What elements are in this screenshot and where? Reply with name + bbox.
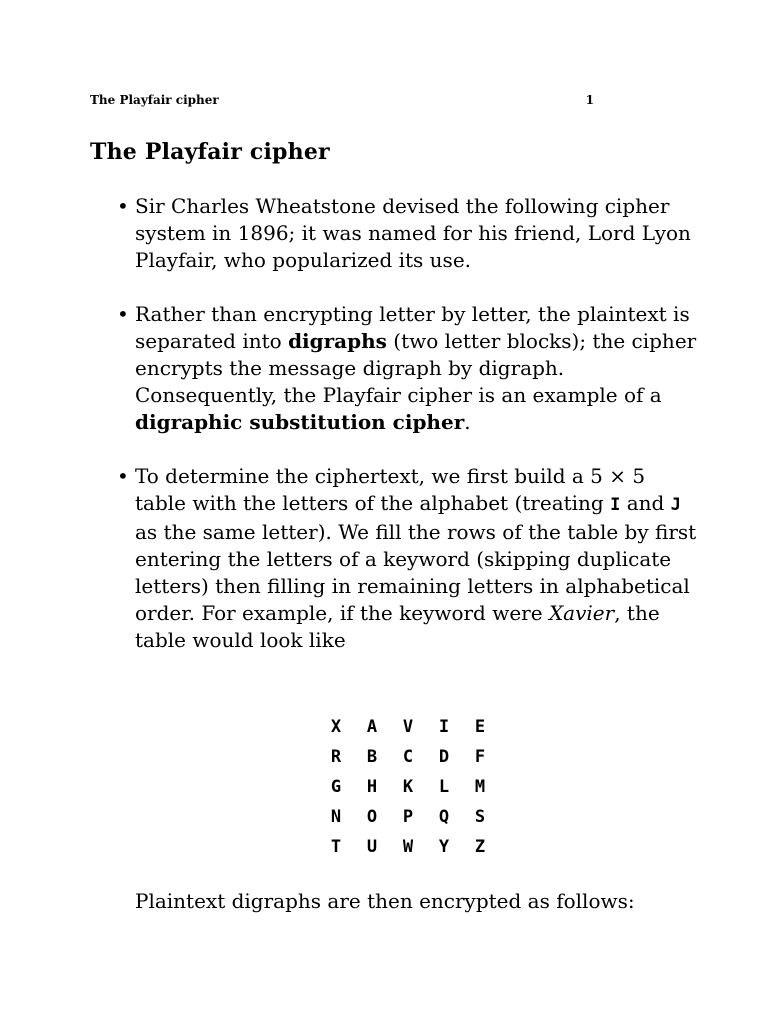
table-cell: Y [438, 837, 450, 857]
bullet-icon: • [117, 302, 129, 326]
table-cell: U [366, 837, 378, 857]
table-row [318, 832, 498, 862]
text-run: (two letter blocks); the cipher encrypts the message digraph by digraph. Consequently, the Playfair cipher is an example of a [135, 329, 697, 407]
bullet-item-digraphs [117, 301, 697, 436]
table-cell: N [330, 807, 342, 827]
page-number: 1 [585, 93, 594, 107]
table-row [318, 742, 498, 772]
bullet-item-wheatstone [117, 193, 697, 274]
table-cell: W [402, 837, 414, 857]
table-cell: K [402, 777, 414, 797]
bullet-text: Sir Charles Wheatstone devised the following cipher system in 1896; it was named for his friend, Lord Lyon Playfair, who popularized its use. [135, 194, 691, 272]
running-header [90, 93, 594, 107]
text-run: , the table would look like [135, 601, 660, 652]
keyword-example: Xavier [548, 601, 615, 625]
bullet-text [135, 463, 697, 654]
table-cell: P [402, 807, 414, 827]
bullet-icon: • [117, 464, 129, 488]
table-cell: L [438, 777, 450, 797]
playfair-key-table [318, 712, 498, 862]
table-row [318, 802, 498, 832]
code-letter-j: J [670, 495, 681, 515]
closing-line: Plaintext digraphs are then encrypted as follows: [135, 889, 635, 913]
table-cell: A [366, 717, 378, 737]
table-row [318, 712, 498, 742]
table-cell: G [330, 777, 342, 797]
table-cell: I [438, 717, 450, 737]
code-letter-i: I [610, 495, 621, 515]
table-cell: D [438, 747, 450, 767]
term-digraphs: digraphs [288, 329, 387, 353]
table-cell: X [330, 717, 342, 737]
table-cell: Z [474, 837, 486, 857]
table-cell: R [330, 747, 342, 767]
table-cell: E [474, 717, 486, 737]
table-cell: V [402, 717, 414, 737]
table-cell: H [366, 777, 378, 797]
table-cell: B [366, 747, 378, 767]
table-cell: C [402, 747, 414, 767]
table-cell: O [366, 807, 378, 827]
table-cell: M [474, 777, 486, 797]
text-run: Rather than encrypting letter by letter, the plaintext is separated into [135, 302, 690, 353]
running-title: The Playfair cipher [90, 93, 219, 107]
table-cell: F [474, 747, 486, 767]
text-run: . [464, 410, 471, 434]
bullet-item-table-construction [117, 463, 697, 654]
bullet-icon: • [117, 194, 129, 218]
table-cell: Q [438, 807, 450, 827]
table-cell: S [474, 807, 486, 827]
text-run: and [620, 491, 671, 515]
table-row [318, 772, 498, 802]
bullet-text [135, 301, 697, 436]
table-cell: T [330, 837, 342, 857]
section-title: The Playfair cipher [90, 139, 330, 165]
term-digraphic-substitution-cipher: digraphic substitution cipher [135, 410, 465, 434]
text-run: To determine the ciphertext, we first build a 5 × 5 table with the letters of the alphabet (treating [135, 464, 646, 515]
text-run: as the same letter). We fill the rows of the table by first entering the letters of a keyword (skipping duplicate letters) then filling in remaining letters in alphabetical order. For example, if the keyword were [135, 520, 697, 625]
